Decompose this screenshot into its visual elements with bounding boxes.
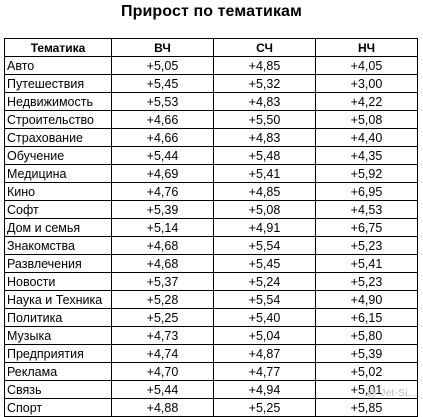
sch-cell: +5,45 (214, 255, 316, 273)
nch-cell: +6,75 (316, 219, 418, 237)
nch-cell: +4,22 (316, 93, 418, 111)
table-row (5, 165, 418, 183)
table-row (5, 327, 418, 345)
table-row (5, 75, 418, 93)
table-row (5, 399, 418, 417)
table-row (5, 147, 418, 165)
sch-cell: +5,32 (214, 75, 316, 93)
vch-cell: +5,05 (112, 57, 214, 75)
sch-cell: +5,24 (214, 273, 316, 291)
table-row (5, 345, 418, 363)
sch-cell: +4,87 (214, 345, 316, 363)
vch-cell: +4,70 (112, 363, 214, 381)
table-row (5, 291, 418, 309)
topic-cell: Политика (5, 309, 112, 327)
sch-cell: +5,54 (214, 237, 316, 255)
nch-cell: +5,41 (316, 255, 418, 273)
vch-cell: +4,66 (112, 129, 214, 147)
nch-cell: +5,02 (316, 363, 418, 381)
topic-cell: Знакомства (5, 237, 112, 255)
table-row (5, 273, 418, 291)
topic-cell: Наука и Техника (5, 291, 112, 309)
sch-cell: +4,91 (214, 219, 316, 237)
nch-cell: +4,90 (316, 291, 418, 309)
nch-cell: +5,92 (316, 165, 418, 183)
table-row (5, 309, 418, 327)
table-row (5, 381, 418, 399)
topic-cell: Кино (5, 183, 112, 201)
nch-cell: +3,00 (316, 75, 418, 93)
vch-cell: +5,37 (112, 273, 214, 291)
header-sch: СЧ (214, 39, 316, 57)
vch-cell: +5,45 (112, 75, 214, 93)
nch-cell: +6,95 (316, 183, 418, 201)
nch-cell: +5,23 (316, 273, 418, 291)
nch-cell: +5,85 (316, 399, 418, 417)
topic-cell: Новости (5, 273, 112, 291)
table-body (5, 57, 418, 417)
nch-cell: +5,80 (316, 327, 418, 345)
topic-cell: Предприятия (5, 345, 112, 363)
vch-cell: +4,68 (112, 255, 214, 273)
topic-cell: Недвижимость (5, 93, 112, 111)
page-title: Прирост по тематикам (121, 3, 302, 20)
topic-cell: Страхование (5, 129, 112, 147)
table-header-row (5, 39, 418, 57)
table-row (5, 93, 418, 111)
sch-cell: +5,25 (214, 399, 316, 417)
sch-cell: +4,85 (214, 57, 316, 75)
sch-cell: +4,83 (214, 129, 316, 147)
vch-cell: +5,44 (112, 381, 214, 399)
vch-cell: +5,39 (112, 201, 214, 219)
nch-cell: +4,53 (316, 201, 418, 219)
topic-cell: Медицина (5, 165, 112, 183)
table-row (5, 219, 418, 237)
sch-cell: +4,77 (214, 363, 316, 381)
table-row (5, 201, 418, 219)
nch-cell: +5,01 (316, 381, 418, 399)
nch-cell: +4,40 (316, 129, 418, 147)
vch-cell: +5,14 (112, 219, 214, 237)
vch-cell: +5,28 (112, 291, 214, 309)
vch-cell: +4,66 (112, 111, 214, 129)
topic-cell: Развлечения (5, 255, 112, 273)
table-row (5, 255, 418, 273)
vch-cell: +4,68 (112, 237, 214, 255)
sch-cell: +4,94 (214, 381, 316, 399)
nch-cell: +5,23 (316, 237, 418, 255)
watermark: @ Jet-Si... (366, 388, 417, 399)
sch-cell: +5,08 (214, 201, 316, 219)
topic-cell: Авто (5, 57, 112, 75)
nch-cell: +6,15 (316, 309, 418, 327)
topic-cell: Музыка (5, 327, 112, 345)
header-nch: НЧ (316, 39, 418, 57)
vch-cell: +4,73 (112, 327, 214, 345)
nch-cell: +5,08 (316, 111, 418, 129)
nch-cell: +4,05 (316, 57, 418, 75)
topics-growth-table (4, 38, 418, 417)
header-topic: Тематика (5, 39, 112, 57)
vch-cell: +4,88 (112, 399, 214, 417)
nch-cell: +5,39 (316, 345, 418, 363)
table-row (5, 111, 418, 129)
vch-cell: +5,44 (112, 147, 214, 165)
topic-cell: Реклама (5, 363, 112, 381)
sch-cell: +5,54 (214, 291, 316, 309)
topic-cell: Спорт (5, 399, 112, 417)
topic-cell: Связь (5, 381, 112, 399)
sch-cell: +5,40 (214, 309, 316, 327)
topic-cell: Путешествия (5, 75, 112, 93)
topic-cell: Строительство (5, 111, 112, 129)
sch-cell: +5,04 (214, 327, 316, 345)
vch-cell: +4,74 (112, 345, 214, 363)
vch-cell: +5,53 (112, 93, 214, 111)
table-row (5, 129, 418, 147)
topic-cell: Обучение (5, 147, 112, 165)
vch-cell: +5,25 (112, 309, 214, 327)
sch-cell: +5,50 (214, 111, 316, 129)
sch-cell: +4,85 (214, 183, 316, 201)
nch-cell: +4,35 (316, 147, 418, 165)
sch-cell: +5,48 (214, 147, 316, 165)
table-row (5, 183, 418, 201)
header-vch: ВЧ (112, 39, 214, 57)
vch-cell: +4,69 (112, 165, 214, 183)
sch-cell: +4,83 (214, 93, 316, 111)
sch-cell: +5,41 (214, 165, 316, 183)
topic-cell: Софт (5, 201, 112, 219)
vch-cell: +4,76 (112, 183, 214, 201)
table-row (5, 363, 418, 381)
table-row (5, 237, 418, 255)
topic-cell: Дом и семья (5, 219, 112, 237)
table-row (5, 57, 418, 75)
